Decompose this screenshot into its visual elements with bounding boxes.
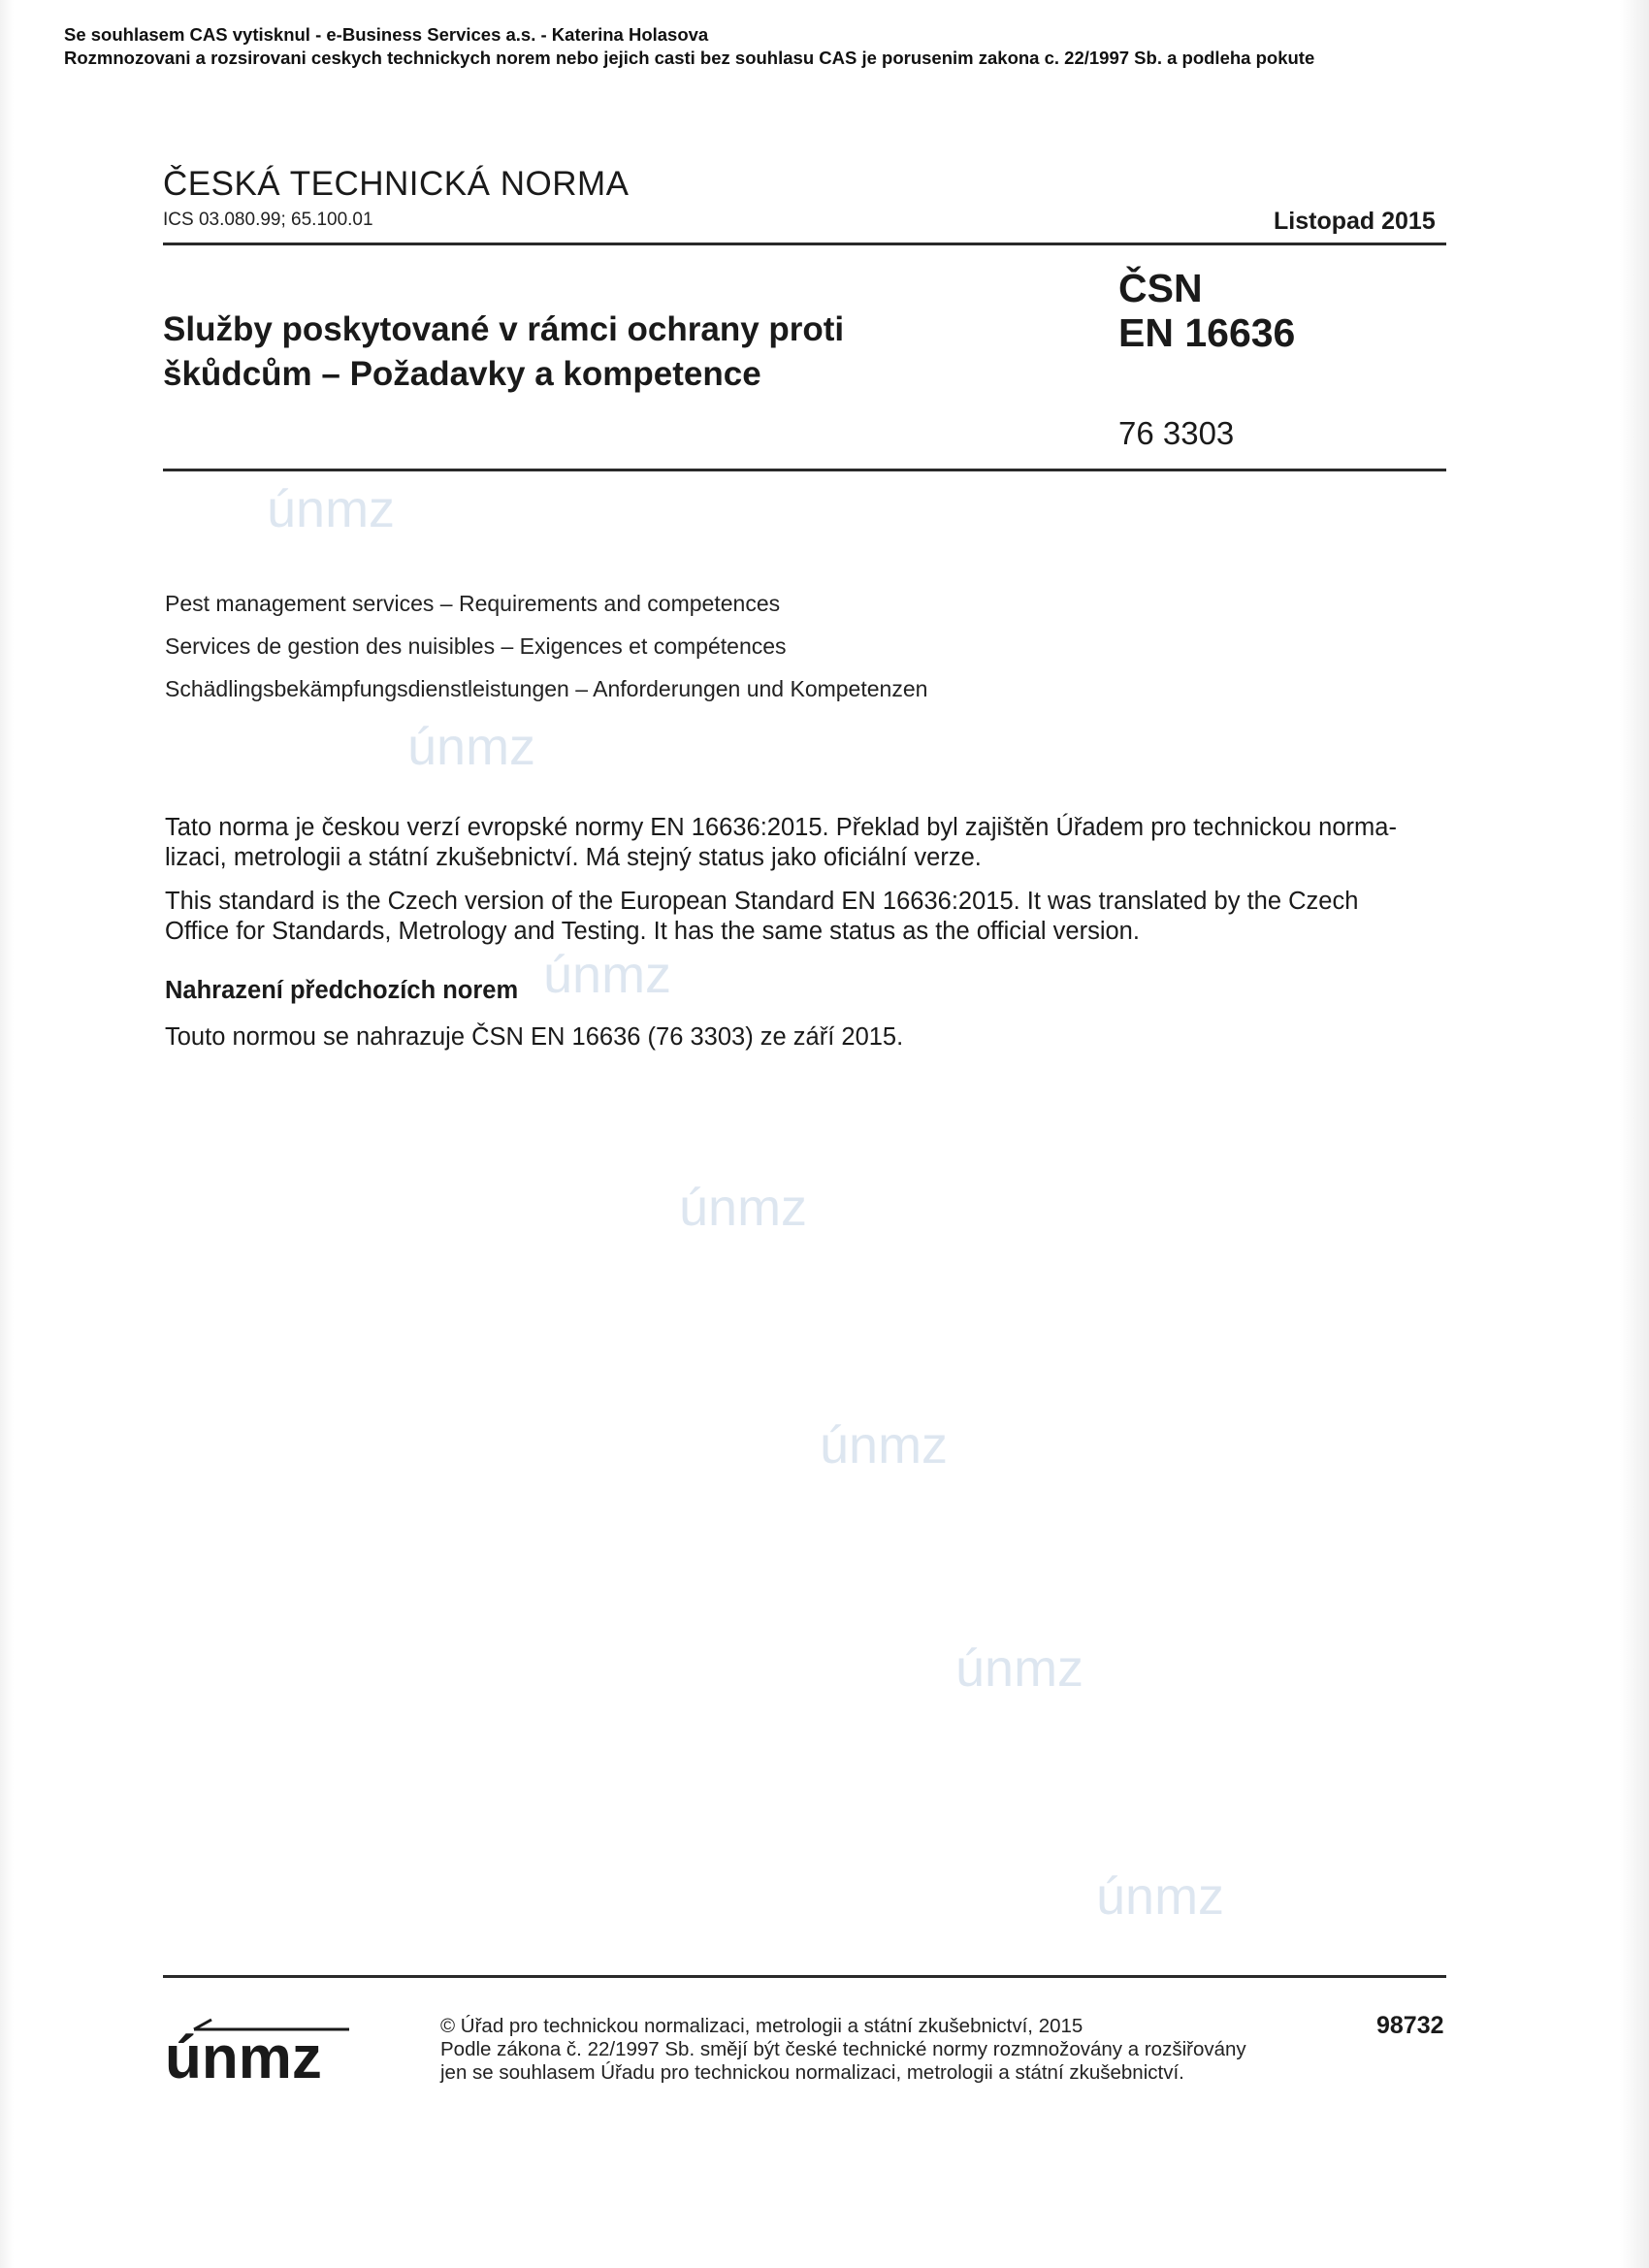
- title-english: Pest management services – Requirements and competences: [165, 591, 781, 616]
- statement-english-line-1: This standard is the Czech version of the European Standard EN 16636:2015. It was translated by the Czech: [165, 888, 1359, 915]
- replacement-text: Touto normou se nahrazuje ČSN EN 16636 (76 3303) ze září 2015.: [165, 1023, 904, 1051]
- unmz-logo: [165, 2018, 359, 2086]
- title-line-2: škůdcům – Požadavky a kompetence: [163, 355, 761, 393]
- title-rule: [163, 469, 1446, 471]
- svg-text:únmz: únmz: [820, 1416, 949, 1474]
- watermark-logo: [407, 718, 572, 776]
- watermark-logo: [679, 1179, 844, 1237]
- statement-english: [165, 887, 1445, 947]
- title-german: Schädlingsbekämpfungsdienstleistungen – Anforderungen und Kompetenzen: [165, 676, 928, 701]
- header-rule: [163, 243, 1446, 245]
- svg-text:únmz: únmz: [543, 946, 672, 1004]
- title-french: Services de gestion des nuisibles – Exigences et compétences: [165, 633, 787, 659]
- csn-mark: ČSN: [1118, 266, 1203, 310]
- statement-czech: [165, 813, 1445, 873]
- footer-legal: [440, 2015, 1313, 2085]
- standard-designation: [1118, 266, 1295, 355]
- watermark-logo: [543, 946, 708, 1004]
- copyright-notice: [64, 23, 1314, 70]
- svg-text:únmz: únmz: [679, 1179, 808, 1237]
- standard-number: EN 16636: [1118, 310, 1296, 355]
- statement-czech-line-1: Tato norma je českou verzí evropské normy EN 16636:2015. Překlad byl zajištěn Úřadem pro technickou norma-: [165, 814, 1397, 841]
- footer-copyright: © Úřad pro technickou normalizaci, metrologii a státní zkušebnictví, 2015: [440, 2015, 1083, 2037]
- footer-rule: [163, 1975, 1446, 1978]
- notice-line-2: Rozmnozovani a rozsirovani ceskych technickych norem nebo jejich casti bez souhlasu CAS je porusenim zakona c. 22/1997 Sb. a podleha pokute: [64, 48, 1315, 68]
- footer-law-line-2: jen se souhlasem Úřadu pro technickou normalizaci, metrologii a státní zkušebnictví.: [440, 2061, 1184, 2084]
- ics-codes: ICS 03.080.99; 65.100.01: [163, 210, 373, 230]
- watermark-logo: [1096, 1867, 1261, 1926]
- title-line-1: Služby poskytované v rámci ochrany proti: [163, 310, 845, 348]
- standard-title-czech: [163, 308, 900, 397]
- svg-text:únmz: únmz: [165, 2025, 322, 2086]
- svg-text:únmz: únmz: [407, 718, 536, 776]
- watermark-logo: [955, 1639, 1120, 1698]
- statement-english-line-2: Office for Standards, Metrology and Testing. It has the same status as the official version.: [165, 918, 1140, 945]
- watermark-logo: [820, 1416, 985, 1474]
- notice-line-1: Se souhlasem CAS vytisknul - e-Business Services a.s. - Katerina Holasova: [64, 24, 709, 45]
- svg-text:únmz: únmz: [1096, 1867, 1225, 1926]
- norm-heading: ČESKÁ TECHNICKÁ NORMA: [163, 165, 630, 203]
- statement-czech-line-2: lizaci, metrologii a státní zkušebnictví. Má stejný status jako oficiální verze.: [165, 844, 982, 871]
- issue-date: Listopad 2015: [1274, 208, 1436, 235]
- document-number: 98732: [1376, 2012, 1444, 2039]
- svg-text:únmz: únmz: [955, 1639, 1084, 1698]
- svg-text:únmz: únmz: [267, 480, 396, 538]
- classification-number: 76 3303: [1118, 415, 1235, 451]
- watermark-logo: [267, 480, 432, 538]
- footer-law-line-1: Podle zákona č. 22/1997 Sb. smějí být české technické normy rozmnožovány a rozšiřovány: [440, 2038, 1246, 2060]
- replacement-heading: Nahrazení předchozích norem: [165, 977, 519, 1004]
